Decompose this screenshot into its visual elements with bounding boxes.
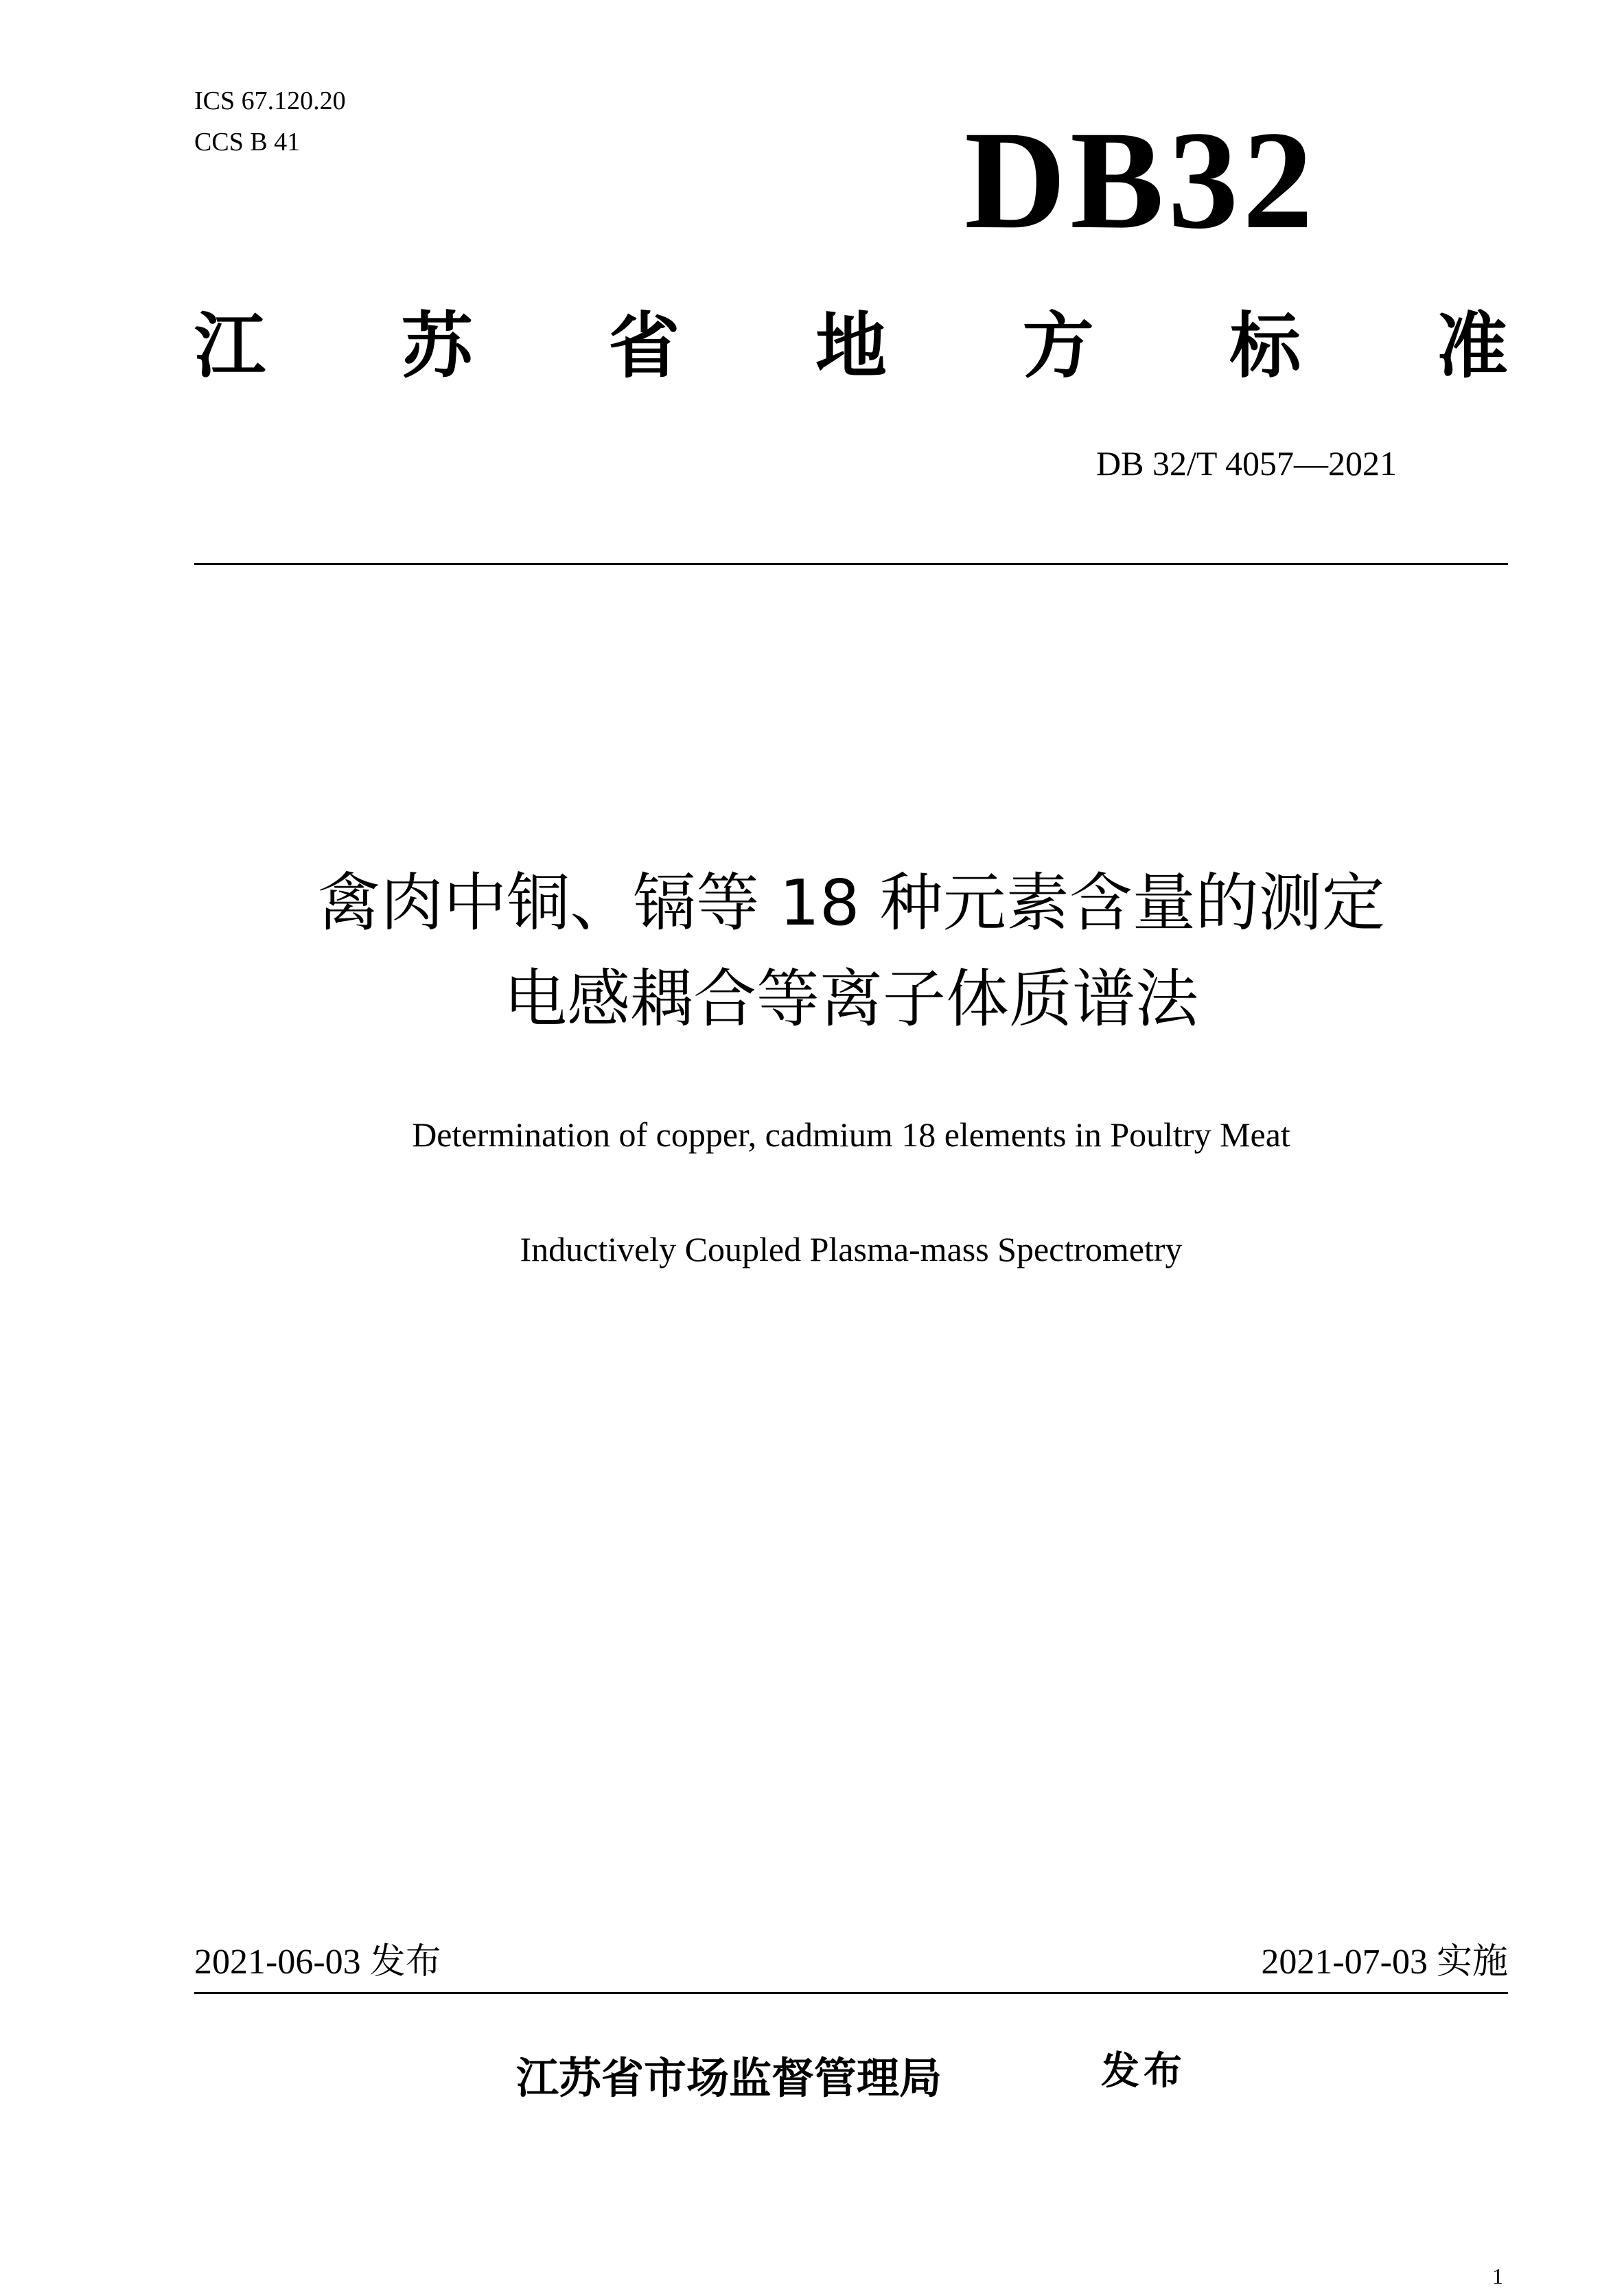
chinese-title-line-1: 禽肉中铜、镉等 18 种元素含量的测定 [317,866,1385,940]
header-divider [194,563,1508,565]
standard-type-heading [194,295,1508,388]
standard-number: DB 32/T 4057—2021 [1096,444,1397,483]
chinese-title-line-2: 电感耦合等离子体质谱法 [503,962,1198,1036]
issuer-action: 发布 [1101,2049,1186,2094]
english-title-line-1: Determination of copper, cadmium 18 elements in Poultry Meat [412,1115,1290,1154]
standard-type-char: 苏 [401,304,473,388]
ics-code: ICS 67.120.20 [194,86,346,115]
db32-logo: DB32 [964,102,1317,258]
publish-date: 2021-06-03 发布 [194,1943,441,1982]
implement-date: 2021-07-03 实施 [1261,1943,1508,1982]
issuing-authority: 江苏省市场监督管理局 [516,2053,942,2103]
ccs-code: CCS B 41 [194,128,301,156]
page-number: 1 [1492,2264,1503,2288]
standard-type-char: 省 [608,304,680,388]
standard-type-char: 标 [1229,304,1301,388]
footer-divider [194,1992,1508,1994]
standard-type-char: 江 [194,304,266,388]
standard-type-char: 地 [815,304,887,388]
standard-type-char: 准 [1436,304,1508,388]
english-title-line-2: Inductively Coupled Plasma-mass Spectrometry [520,1230,1183,1268]
standard-type-char: 方 [1022,304,1094,388]
